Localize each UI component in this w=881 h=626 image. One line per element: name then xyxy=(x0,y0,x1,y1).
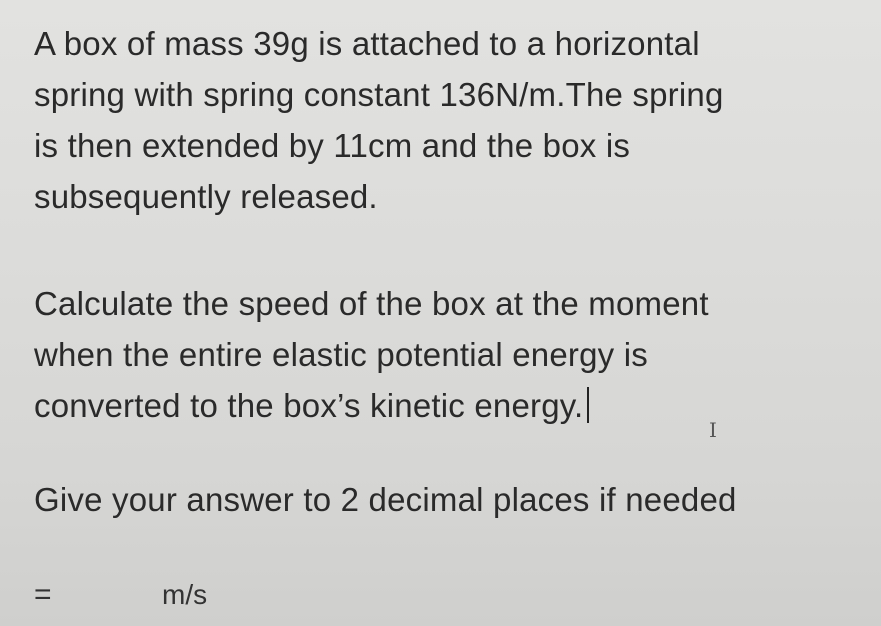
answer-input[interactable] xyxy=(78,574,162,616)
question-line-with-caret xyxy=(34,380,709,431)
question-line: when the entire elastic potential energy is xyxy=(34,336,648,373)
equals-sign: = xyxy=(34,578,52,611)
answer-row xyxy=(34,570,207,620)
instruction-paragraph xyxy=(34,474,737,525)
question-line: A box of mass 39g is attached to a horizontal xyxy=(34,25,700,62)
question-line: Calculate the speed of the box at the moment xyxy=(34,285,709,322)
ibeam-cursor-icon: I xyxy=(709,418,717,442)
question-line: subsequently released. xyxy=(34,178,378,215)
unit-label: m/s xyxy=(162,579,208,610)
question-paragraph-1 xyxy=(34,18,724,222)
instruction-text: Give your answer to 2 decimal places if needed xyxy=(34,481,737,518)
question-paragraph-2 xyxy=(34,278,709,431)
text-caret xyxy=(587,387,589,423)
question-line: is then extended by 11cm and the box is xyxy=(34,127,631,164)
question-line: spring with spring constant 136N/m.The spring xyxy=(34,76,724,113)
question-line-text: converted to the box’s kinetic energy. xyxy=(34,387,584,424)
